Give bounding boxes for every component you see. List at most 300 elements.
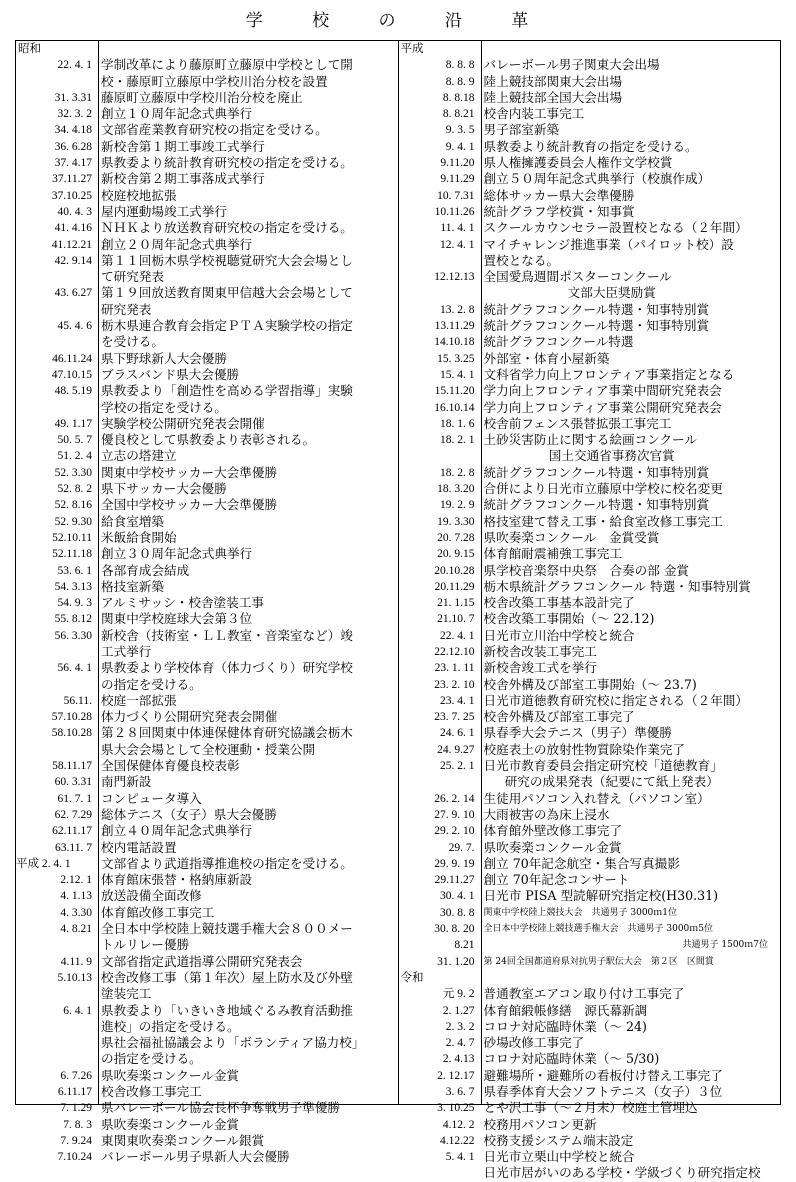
history-event: 日光市 PISA 型読解研究指定校(H30.31) bbox=[483, 888, 719, 904]
history-date bbox=[16, 74, 98, 90]
history-event: ＮＨＫより放送教育研究校の指定を受ける。 bbox=[101, 220, 353, 236]
history-event: バレーボール男子県新人大会優勝 bbox=[101, 1149, 290, 1165]
history-event: 文科省学力向上フロンティア事業指定となる bbox=[483, 366, 735, 382]
history-date: 23. 2. 10 bbox=[434, 678, 475, 691]
history-date: 25. 2. 1 bbox=[440, 760, 475, 773]
page-title: 学 校 の 沿 革 bbox=[245, 11, 551, 31]
history-date: 20.10.28 bbox=[434, 564, 475, 577]
history-row bbox=[399, 1133, 781, 1149]
history-row bbox=[399, 986, 781, 1002]
history-event: 校内電話設置 bbox=[101, 839, 177, 855]
history-row bbox=[16, 693, 398, 709]
history-event: 実験学校公開研究発表会開催 bbox=[101, 415, 265, 431]
history-event: 陸上競技部全国大会出場 bbox=[483, 89, 623, 105]
history-row bbox=[399, 1100, 781, 1116]
history-event: 栃木県連合教育会指定ＰＴＡ実験学校の指定 bbox=[101, 318, 353, 334]
history-event: 東関東吹奏楽コンクール銀賞 bbox=[101, 1132, 265, 1148]
history-event: の指定を受ける。 bbox=[101, 676, 202, 692]
history-date: 2. 1.27 bbox=[442, 1004, 475, 1017]
history-row bbox=[16, 807, 398, 823]
history-date: 29.11.27 bbox=[434, 874, 475, 887]
history-event: 格技室新築 bbox=[101, 578, 164, 594]
history-row bbox=[16, 400, 398, 416]
history-date bbox=[16, 986, 98, 1002]
history-event: 屋内運動場竣工式挙行 bbox=[101, 203, 227, 219]
history-event: トルリレー優勝 bbox=[101, 937, 190, 953]
history-date: 24. 9.27 bbox=[437, 743, 475, 756]
history-row bbox=[399, 546, 781, 562]
history-event: 創立 70年記念航空・集合写真撮影 bbox=[483, 855, 680, 871]
history-event: 校務支援システム端末設定 bbox=[483, 1132, 634, 1148]
history-row bbox=[16, 872, 398, 888]
history-date: 52.10.11 bbox=[52, 531, 92, 544]
history-event: 学制改革により藤原町立藤原中学校として開 bbox=[101, 57, 353, 73]
history-row bbox=[16, 563, 398, 579]
history-row bbox=[16, 106, 398, 122]
history-date: 50. 5. 7 bbox=[57, 434, 92, 447]
history-event: 県教委より「創造性を高める学習指導」実験 bbox=[101, 383, 353, 399]
history-event: 総体テニス（女子）県大会優勝 bbox=[101, 806, 277, 822]
history-date bbox=[16, 269, 98, 285]
history-date: 52.11.18 bbox=[52, 548, 92, 561]
history-date: 8. 8. 9 bbox=[445, 75, 475, 88]
history-row bbox=[399, 774, 781, 790]
history-date bbox=[16, 937, 98, 953]
history-row bbox=[399, 139, 781, 155]
history-row bbox=[16, 432, 398, 448]
history-date: 24. 6. 1 bbox=[440, 727, 475, 740]
history-date bbox=[399, 1165, 481, 1181]
history-row bbox=[16, 90, 398, 106]
history-date: 4. 1.13 bbox=[60, 890, 92, 903]
history-event: 統計グラフコンクール特選・知事特別賞 bbox=[483, 497, 710, 513]
history-date: 37.10.25 bbox=[51, 189, 92, 202]
history-event: 全日本中学校陸上競技選手権大会８００メー bbox=[101, 921, 353, 937]
history-event: 研究発表 bbox=[101, 301, 152, 317]
history-event: 土砂災害防止に関する絵画コンクール bbox=[483, 432, 698, 448]
history-row bbox=[399, 693, 781, 709]
history-row bbox=[16, 139, 398, 155]
history-event: 生徒用パソコン入れ替え（パソコン室） bbox=[483, 790, 710, 806]
history-date: 45. 4. 6 bbox=[57, 320, 92, 333]
history-row bbox=[16, 888, 398, 904]
history-row bbox=[16, 660, 398, 676]
history-event: を受ける。 bbox=[101, 334, 164, 350]
history-row bbox=[16, 1133, 398, 1149]
history-date: 21. 1.15 bbox=[437, 597, 475, 610]
history-date: 20.11.29 bbox=[434, 580, 475, 593]
history-event: 文部省指定武道指導公開研究発表会 bbox=[101, 953, 303, 969]
history-event: 新校舎第１期工事竣工式挙行 bbox=[101, 138, 265, 154]
history-event: 第 24回全国都道府県対抗男子駅伝大会 第２区 区間賞 bbox=[483, 956, 714, 967]
history-date: 18. 2. 1 bbox=[440, 434, 475, 447]
history-event: 県下野球新人大会優勝 bbox=[101, 350, 227, 366]
history-date: 34. 4.18 bbox=[54, 124, 92, 137]
history-row bbox=[16, 481, 398, 497]
history-row bbox=[399, 351, 781, 367]
history-event: スクールカウンセラー設置校となる（２年間） bbox=[483, 220, 748, 236]
history-date: 52. 8. 2 bbox=[57, 483, 92, 496]
history-row bbox=[399, 1019, 781, 1035]
history-row bbox=[16, 318, 398, 334]
history-date: 48. 5.19 bbox=[54, 385, 92, 398]
history-event: 全国愛鳥週間ポスターコンクール bbox=[483, 269, 672, 285]
history-column-right bbox=[399, 41, 781, 1181]
history-date: 43. 6.27 bbox=[54, 287, 92, 300]
history-date bbox=[16, 677, 98, 693]
history-date: 52. 3.30 bbox=[54, 466, 92, 479]
history-event: ブラスバンド県大会優勝 bbox=[101, 366, 240, 382]
history-event: 文部省産業教育研究校の指定を受ける。 bbox=[101, 122, 328, 138]
history-date bbox=[399, 448, 481, 464]
history-date: 30. 8. 20 bbox=[434, 923, 475, 936]
history-event bbox=[481, 970, 484, 986]
history-date: 62.11.17 bbox=[52, 825, 92, 838]
history-row bbox=[16, 155, 398, 171]
history-row bbox=[16, 122, 398, 138]
history-event: 日光市道徳教育研究校に指定される（２年間） bbox=[483, 692, 748, 708]
history-event: 校庭校地拡張 bbox=[101, 187, 177, 203]
history-row bbox=[399, 285, 781, 301]
history-event: 南門新設 bbox=[101, 774, 152, 790]
history-date: 3. 10.25 bbox=[437, 1102, 475, 1115]
history-event: 進校」の指定を受ける。 bbox=[101, 1018, 240, 1034]
history-date: 12. 4. 1 bbox=[440, 238, 475, 251]
history-row bbox=[16, 41, 398, 57]
history-event: 学力向上フロンティア事業公開研究発表会 bbox=[483, 399, 722, 415]
history-row bbox=[16, 644, 398, 660]
history-row bbox=[16, 1035, 398, 1051]
history-date: 2.12. 1 bbox=[60, 874, 92, 887]
history-row bbox=[399, 611, 781, 627]
history-event: 砂場改修工事完了 bbox=[483, 1035, 585, 1051]
history-event: 大雨被害の為床上浸水 bbox=[483, 806, 610, 822]
history-row bbox=[399, 155, 781, 171]
history-row bbox=[399, 465, 781, 481]
history-date: 20. 7.28 bbox=[437, 531, 475, 544]
history-date: 18. 3.20 bbox=[437, 483, 475, 496]
history-date: 31. 3.31 bbox=[54, 91, 92, 104]
history-date: 9.11.29 bbox=[440, 173, 475, 186]
history-date: 22.12.10 bbox=[434, 645, 475, 658]
history-event: 新校舎第２期工事落成式挙行 bbox=[101, 171, 265, 187]
history-date: 10. 7.31 bbox=[437, 189, 475, 202]
history-date: 53. 6. 1 bbox=[57, 564, 92, 577]
history-event: 県学校音楽祭中央祭 合奏の部 金賞 bbox=[483, 562, 690, 578]
history-date bbox=[16, 302, 98, 318]
history-event: 校舎外構及び部室工事開始（～ 23.7) bbox=[483, 676, 697, 692]
history-date: 6. 7.26 bbox=[60, 1069, 92, 1082]
history-row bbox=[16, 204, 398, 220]
history-event: 学校の指定を受ける。 bbox=[101, 399, 227, 415]
history-event: コンピュータ導入 bbox=[101, 790, 202, 806]
history-row bbox=[16, 611, 398, 627]
history-event: 県人権擁護委員会人権作文学校賞 bbox=[483, 155, 673, 171]
history-event: 学力向上フロンティア事業中間研究発表会 bbox=[483, 383, 722, 399]
history-row bbox=[16, 986, 398, 1002]
history-row bbox=[399, 204, 781, 220]
history-row bbox=[399, 791, 781, 807]
history-row bbox=[16, 334, 398, 350]
history-date: 63.11. 7 bbox=[55, 841, 92, 854]
history-row bbox=[16, 253, 398, 269]
history-date bbox=[16, 644, 98, 660]
history-date: 16.10.14 bbox=[434, 401, 475, 414]
history-event: 避難場所・避難所の看板付け替え工事完了 bbox=[483, 1067, 723, 1083]
history-date: 12.12.13 bbox=[434, 271, 475, 284]
history-event: 関東中学校陸上競技大会 共通男子 3000ｍ1位 bbox=[483, 907, 677, 918]
history-date: 15. 4. 1 bbox=[440, 368, 475, 381]
history-event: コロナ対応臨時休業（～ 5/30) bbox=[483, 1051, 660, 1067]
history-row bbox=[399, 742, 781, 758]
history-row bbox=[399, 807, 781, 823]
history-date: 8. 8.21 bbox=[442, 108, 475, 121]
history-event: 県吹奏楽コンクール金賞 bbox=[101, 1116, 240, 1132]
history-date: 4. 8.21 bbox=[60, 923, 92, 936]
history-date: 6.11.17 bbox=[57, 1086, 92, 1098]
history-event: 県バレーボール協会長杯争奪戦男子準優勝 bbox=[101, 1100, 341, 1116]
history-date: 30. 8. 8 bbox=[440, 906, 475, 919]
history-row bbox=[399, 318, 781, 334]
history-row bbox=[16, 171, 398, 187]
history-event: 各部育成会結成 bbox=[101, 562, 190, 578]
history-event: 第１９回放送教育関東甲信越大会会場として bbox=[101, 285, 353, 301]
history-event: 体育館緞帳修繕 源氏幕新調 bbox=[483, 1002, 648, 1018]
history-event: コロナ対応臨時休業（～ 24) bbox=[483, 1018, 647, 1034]
history-date: 51. 2. 4 bbox=[57, 450, 92, 463]
history-row bbox=[16, 774, 398, 790]
history-event: 統計グラフコンクール特選・知事特別賞 bbox=[483, 464, 710, 480]
history-date: 2. 4. 7 bbox=[445, 1037, 475, 1050]
history-event: 日光市立川治中学校と統合 bbox=[483, 627, 635, 643]
history-row bbox=[399, 872, 781, 888]
history-row bbox=[399, 840, 781, 856]
history-event: 体育館外壁改修工事完了 bbox=[483, 823, 623, 839]
history-event: 体育館改修工事完工 bbox=[101, 904, 215, 920]
history-event: 日光市教育委員会指定研究校「道徳教育」 bbox=[483, 758, 723, 774]
history-event: 日光市立栗山中学校と統合 bbox=[483, 1149, 635, 1165]
history-row bbox=[399, 530, 781, 546]
history-row bbox=[16, 530, 398, 546]
history-event: 県吹奏楽コンクール金賞 bbox=[101, 1067, 240, 1083]
history-row bbox=[399, 823, 781, 839]
history-date: 13.11.29 bbox=[434, 320, 475, 333]
history-row bbox=[16, 1019, 398, 1035]
history-event: アルミサッシ・校舎塗装工事 bbox=[101, 595, 264, 611]
history-date: 9. 3. 5 bbox=[445, 124, 475, 137]
history-event: 優良校として県教委より表彰される。 bbox=[101, 432, 316, 448]
history-row bbox=[16, 302, 398, 318]
history-row bbox=[399, 269, 781, 285]
history-date: 29. 9. 19 bbox=[434, 857, 475, 870]
history-event: 工式挙行 bbox=[101, 643, 152, 659]
history-date: 42. 9.14 bbox=[54, 254, 92, 267]
history-event: 統計グラフコンクール特選・知事特別賞 bbox=[483, 318, 710, 334]
history-row bbox=[399, 644, 781, 660]
history-date bbox=[399, 253, 481, 269]
history-date: 5.10.13 bbox=[57, 971, 92, 984]
history-event: 新校舎（技術室・ＬＬ教室・音楽室など）竣 bbox=[101, 627, 353, 643]
history-date: 37. 4.17 bbox=[54, 157, 92, 170]
history-date bbox=[16, 1035, 98, 1051]
history-event: 校舎内装工事完工 bbox=[483, 106, 585, 122]
history-column-left bbox=[16, 41, 399, 1165]
history-date: 41. 4.16 bbox=[54, 222, 92, 235]
history-row bbox=[399, 628, 781, 644]
history-event: 外部室・体育小屋新築 bbox=[483, 350, 610, 366]
history-date: 20. 9.15 bbox=[437, 548, 475, 561]
history-row bbox=[16, 57, 398, 73]
history-date: 31. 1.20 bbox=[437, 955, 475, 968]
history-event: 県教委より「いきいき地域ぐるみ教育活動推 bbox=[101, 1002, 353, 1018]
history-row bbox=[16, 188, 398, 204]
history-event: とや沢工事（～２月末）校庭土管埋込 bbox=[483, 1100, 698, 1116]
history-row bbox=[16, 595, 398, 611]
history-date: 7.10.24 bbox=[57, 1151, 92, 1164]
history-row bbox=[399, 383, 781, 399]
history-date bbox=[16, 742, 98, 758]
history-event: 県吹奏楽コンクール 金賞受賞 bbox=[483, 529, 660, 545]
history-row bbox=[16, 351, 398, 367]
history-event: 校務用パソコン更新 bbox=[483, 1116, 597, 1132]
history-row bbox=[16, 383, 398, 399]
history-row bbox=[16, 1084, 398, 1100]
history-row bbox=[399, 1084, 781, 1100]
history-date bbox=[399, 774, 481, 790]
history-row bbox=[16, 791, 398, 807]
history-event: 創立５０周年記念式典挙行（校旗作成） bbox=[483, 171, 711, 187]
history-row bbox=[16, 579, 398, 595]
history-row bbox=[399, 302, 781, 318]
history-row bbox=[16, 954, 398, 970]
history-event: 県大会会場として全校運動・授業公開 bbox=[101, 741, 316, 757]
history-event: 創立２０周年記念式典挙行 bbox=[101, 236, 253, 252]
history-event: 統計グラフコンクール特選 bbox=[483, 334, 634, 350]
history-date: 8. 8.18 bbox=[442, 91, 475, 104]
history-row bbox=[399, 1149, 781, 1165]
history-date: 29. 7. bbox=[448, 841, 475, 854]
history-date: 54. 9. 3 bbox=[57, 597, 92, 610]
history-row bbox=[399, 937, 781, 953]
history-event: 校庭一部拡張 bbox=[101, 692, 177, 708]
history-date: 23. 7. 25 bbox=[434, 711, 475, 724]
history-date: 22. 4. 1 bbox=[440, 629, 475, 642]
history-event: バレーボール男子関東大会出場 bbox=[483, 57, 660, 73]
history-event: 創立４０周年記念式典挙行 bbox=[101, 823, 253, 839]
history-row bbox=[399, 709, 781, 725]
history-event: 校舎外構及び部室工事完了 bbox=[483, 709, 635, 725]
history-row bbox=[399, 856, 781, 872]
history-date: 4.12.22 bbox=[440, 1134, 475, 1147]
history-date: 4. 3.30 bbox=[60, 906, 92, 919]
history-event: 体育館床張替・格納庫新設 bbox=[101, 872, 253, 888]
history-date: 15. 3.25 bbox=[437, 352, 475, 365]
history-date: 4.12. 2 bbox=[442, 1118, 475, 1131]
history-row bbox=[16, 416, 398, 432]
history-row bbox=[399, 758, 781, 774]
history-row bbox=[399, 921, 781, 937]
history-event: 統計グラフ学校賞・知事賞 bbox=[483, 203, 635, 219]
history-event: 男子部室新築 bbox=[483, 122, 560, 138]
history-row bbox=[399, 122, 781, 138]
history-row bbox=[399, 970, 781, 986]
history-row bbox=[399, 725, 781, 741]
history-event: 国土交通省事務次官賞 bbox=[548, 448, 675, 464]
history-row bbox=[16, 546, 398, 562]
history-row bbox=[399, 677, 781, 693]
history-date: 49. 1.17 bbox=[54, 417, 92, 430]
history-event: 創立１０周年記念式典挙行 bbox=[101, 106, 253, 122]
history-row bbox=[399, 90, 781, 106]
history-row bbox=[399, 888, 781, 904]
history-date: 10.11.26 bbox=[434, 205, 475, 218]
history-date: 61. 7. 1 bbox=[57, 792, 92, 805]
history-date bbox=[16, 1051, 98, 1067]
history-event: 校舎改修工事完工 bbox=[101, 1084, 202, 1099]
history-date: 昭和 bbox=[18, 43, 41, 55]
history-event: 校舎改築工事開始（～ 22.12) bbox=[483, 611, 655, 627]
history-date: 57.10.28 bbox=[51, 711, 92, 724]
history-date: 18. 1. 6 bbox=[440, 417, 475, 430]
history-event: マイチャレンジ推進事業（パイロット校）設 bbox=[483, 236, 734, 252]
history-row bbox=[399, 188, 781, 204]
history-date: 41.12.21 bbox=[51, 238, 92, 251]
history-date: 19. 3.30 bbox=[437, 515, 475, 528]
history-date: 2. 4.13 bbox=[442, 1053, 475, 1066]
history-row bbox=[399, 432, 781, 448]
history-event: 第１１回栃木県学校視聴覚研究大会会場とし bbox=[101, 252, 353, 268]
history-date: 60. 3.31 bbox=[54, 776, 92, 789]
history-date: 8. 8. 8 bbox=[445, 59, 475, 72]
history-row bbox=[399, 481, 781, 497]
history-event: 県春季体育大会ソフトテニス（女子）３位 bbox=[483, 1084, 723, 1099]
history-date: 19. 2. 9 bbox=[440, 499, 475, 512]
history-row bbox=[16, 970, 398, 986]
history-date: 30. 4. 1 bbox=[440, 890, 475, 903]
history-event: 栃木県統計グラフコンクール 特選・知事特別賞 bbox=[483, 578, 751, 594]
history-date: 55. 8.12 bbox=[54, 613, 92, 626]
history-date: 7. 8. 3 bbox=[63, 1118, 92, 1131]
history-event: 関東中学校サッカー大会準優勝 bbox=[101, 464, 278, 480]
history-row bbox=[399, 171, 781, 187]
history-row bbox=[399, 448, 781, 464]
history-event: て研究発表 bbox=[101, 269, 164, 285]
history-row bbox=[399, 400, 781, 416]
history-date: 32. 3. 2 bbox=[57, 108, 92, 121]
history-date: 2. 3. 2 bbox=[445, 1020, 475, 1033]
history-event: 立志の塔建立 bbox=[101, 448, 177, 464]
history-row bbox=[399, 497, 781, 513]
history-event: 普通教室エアコン取り付け工事完了 bbox=[483, 986, 685, 1002]
history-date: 56.11. bbox=[63, 694, 92, 707]
history-row bbox=[16, 285, 398, 301]
history-event: 放送設備全面改修 bbox=[101, 888, 202, 904]
history-event: 県下サッカー大会優勝 bbox=[101, 481, 227, 497]
history-date: 56. 4. 1 bbox=[57, 662, 92, 675]
history-row bbox=[16, 497, 398, 513]
history-row bbox=[16, 840, 398, 856]
history-event: 格技室建て替え工事・給食室改修工事完工 bbox=[483, 513, 723, 529]
history-event: 体育館耐震補強工事完工 bbox=[483, 546, 623, 562]
history-date: 平成 bbox=[400, 43, 424, 55]
history-event: 関東中学校庭球大会第３位 bbox=[101, 611, 253, 627]
history-date: 元 9. 2 bbox=[442, 988, 475, 1001]
history-date: 6. 4. 1 bbox=[63, 1004, 92, 1017]
history-row bbox=[399, 579, 781, 595]
history-row bbox=[399, 74, 781, 90]
history-row bbox=[16, 514, 398, 530]
history-date: 3. 6. 7 bbox=[445, 1086, 475, 1098]
